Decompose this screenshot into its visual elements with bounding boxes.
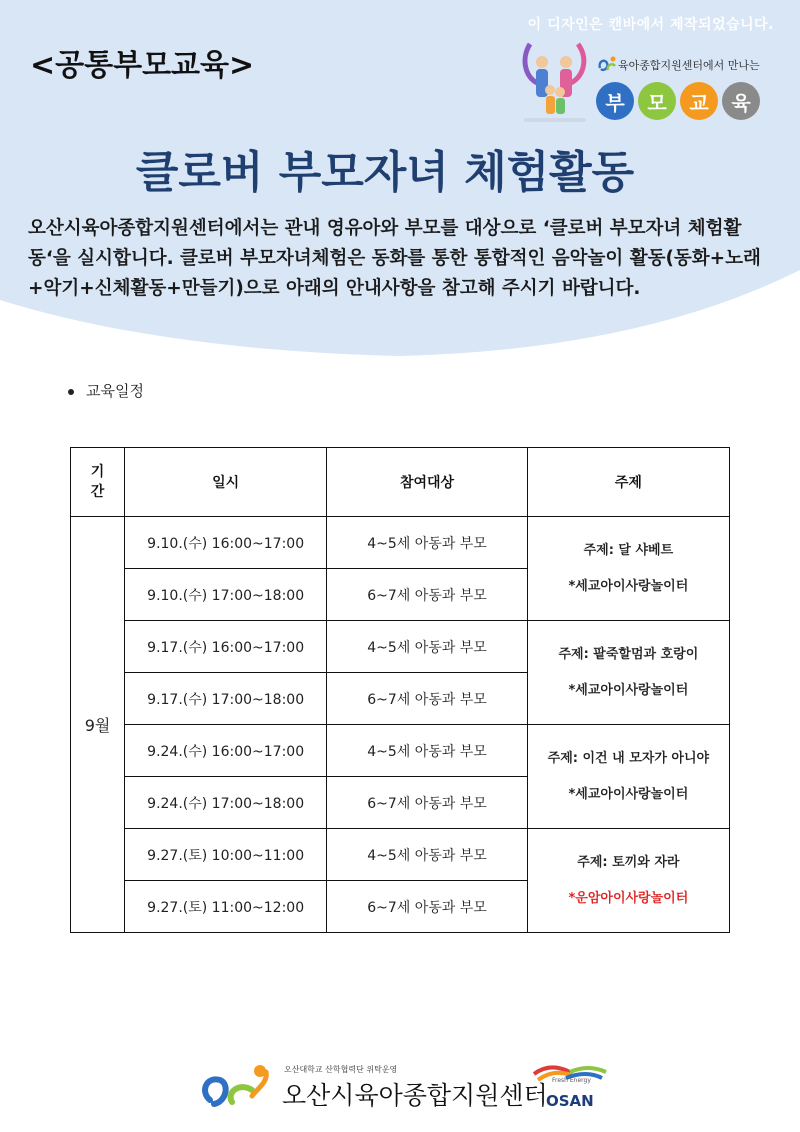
center-logo-icon [196, 1062, 276, 1112]
target-cell: 4~5세 아동과 부모 [327, 725, 528, 777]
topic-title: 주제: 토끼와 자라 [577, 854, 680, 870]
table-row [71, 725, 730, 777]
osan-tagline: Fresh Energy [552, 1077, 591, 1084]
badge-circle: 모 [638, 82, 676, 120]
intro-paragraph: 오산시육아종합지원센터에서는 관내 영유아와 부모를 대상으로 ‘클로버 부모자녀 체험활동‘을 실시합니다. 클로버 부모자녀체험은 동화를 통한 통합적인 음악놀이 활동(동화+노래+악기+신체활동+만들기)으로 아래의 안내사항을 참고해 주시기 바랍니다. [28, 218, 761, 299]
corner-title: <공통부모교육> [30, 48, 255, 83]
footer [196, 1058, 616, 1118]
center-logo-icon [596, 54, 618, 76]
topic-cell [527, 829, 729, 933]
table-header-row [71, 448, 730, 517]
family-icon [520, 40, 590, 124]
badge-circles [596, 82, 760, 120]
datetime-cell: 9.10.(수) 17:00~18:00 [125, 569, 327, 621]
topic-title: 주제: 달 샤베트 [583, 542, 674, 558]
table-row [71, 517, 730, 569]
badge-subtitle: 육아종합지원센터에서 만나는 [618, 59, 760, 72]
badge-circle: 육 [722, 82, 760, 120]
table-row [71, 829, 730, 881]
target-cell: 4~5세 아동과 부모 [327, 517, 528, 569]
target-cell: 6~7세 아동과 부모 [327, 673, 528, 725]
target-cell: 6~7세 아동과 부모 [327, 881, 528, 933]
section-heading [68, 380, 144, 401]
datetime-cell: 9.27.(토) 11:00~12:00 [125, 881, 327, 933]
target-cell: 4~5세 아동과 부모 [327, 829, 528, 881]
datetime-cell: 9.24.(수) 16:00~17:00 [125, 725, 327, 777]
datetime-cell: 9.17.(수) 17:00~18:00 [125, 673, 327, 725]
topic-cell [527, 517, 729, 621]
topic-place: *세교아이사랑놀이터 [568, 682, 689, 698]
header-datetime: 일시 [125, 448, 327, 517]
header-period: 기 간 [71, 448, 125, 517]
datetime-cell: 9.10.(수) 16:00~17:00 [125, 517, 327, 569]
table-row [71, 621, 730, 673]
topic-place: *세교아이사랑놀이터 [568, 578, 689, 594]
osan-wordmark: OSAN [546, 1092, 594, 1110]
target-cell: 6~7세 아동과 부모 [327, 569, 528, 621]
footer-operator-note: 오산대학교 산학협력단 위탁운영 [284, 1065, 398, 1074]
target-cell: 6~7세 아동과 부모 [327, 777, 528, 829]
topic-title: 주제: 팥죽할멈과 호랑이 [558, 646, 699, 662]
footer-center-name: 오산시육아종합지원센터 [282, 1081, 548, 1110]
bullet-icon [68, 389, 74, 395]
target-cell: 4~5세 아동과 부모 [327, 621, 528, 673]
datetime-cell: 9.24.(수) 17:00~18:00 [125, 777, 327, 829]
badge-circle: 부 [596, 82, 634, 120]
topic-cell [527, 621, 729, 725]
section-label: 교육일정 [86, 382, 144, 400]
parent-education-badge [520, 40, 770, 130]
topic-place: *운암아이사랑놀이터 [568, 890, 689, 906]
topic-title: 주제: 이건 내 모자가 아니야 [547, 750, 710, 766]
canva-note: 이 디자인은 캔바에서 제작되었습니다. [527, 17, 774, 33]
header-topic: 주제 [527, 448, 729, 517]
month-cell: 9월 [71, 517, 125, 933]
schedule-table [70, 447, 730, 933]
datetime-cell: 9.17.(수) 16:00~17:00 [125, 621, 327, 673]
topic-place: *세교아이사랑놀이터 [568, 786, 689, 802]
badge-circle: 교 [680, 82, 718, 120]
header-target: 참여대상 [327, 448, 528, 517]
page-title: 클로버 부모자녀 체험활동 [135, 147, 635, 198]
topic-cell [527, 725, 729, 829]
datetime-cell: 9.27.(토) 10:00~11:00 [125, 829, 327, 881]
